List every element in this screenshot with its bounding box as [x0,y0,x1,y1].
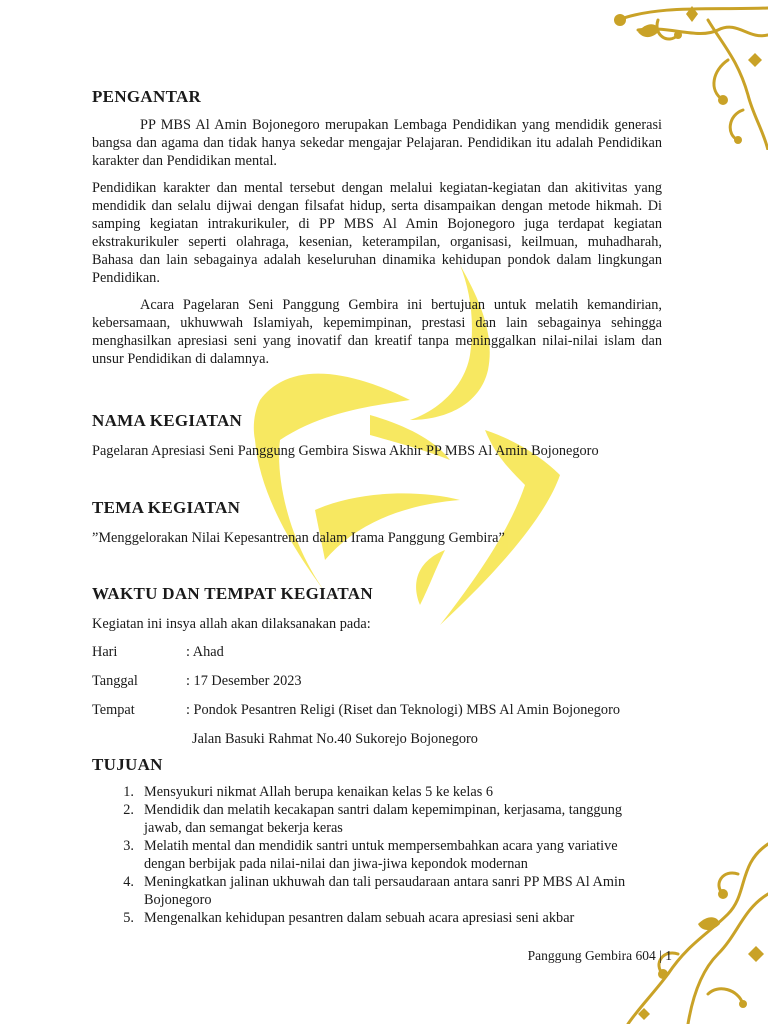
list-item-text: Mensyukuri nikmat Allah berupa kenaikan kelas 5 ke kelas 6 [144,784,493,800]
list-item [92,801,662,837]
list-item-text: Meningkatkan jalinan ukhuwah dan tali persaudaraan antara sanri PP MBS Al Amin Bojonegoro [144,874,626,908]
list-item-text: Mendidik dan melatih kecakapan santri dalam kepemimpinan, kerjasama, tanggung jawab, dan semangat bekerja keras [144,802,622,836]
waktu-intro-text: Kegiatan ini insya allah akan dilaksanakan pada: [92,616,371,632]
list-item-number: 5. [123,910,134,926]
list-item [92,909,662,927]
list-item-number: 4. [123,874,134,890]
hari-row [92,643,662,661]
list-item [92,783,662,801]
section-heading-tujuan: TUJUAN [92,755,163,774]
tanggal-label: Tanggal [92,673,138,689]
list-item-number: 3. [123,838,134,854]
section-heading-tema-kegiatan: TEMA KEGIATAN [92,498,241,517]
section-nama-kegiatan [92,410,662,460]
list-item [92,873,662,909]
pengantar-paragraph-2: Pendidikan karakter dan mental tersebut dengan melalui kegiatan-kegiatan dan akitivitas yang mendidik dan selalu dijwai dengan filsafat hidup, serta disampaikan dengan metode hikmah. Di samping kegiatan intrakurikuler, di PP MBS Al Amin Bojonegoro juga terdapat kegiatan ekstrakurikuler seperti olahraga, kesenian, keterampilan, organisasi, keilmuan, muhadharah, Bahasa dan lain sebagainya adalah keseluruhan dinamika kehidupan pondok dalam lingkungan Pendidikan. [92,180,662,286]
section-tema-kegiatan [92,497,662,547]
tema-kegiatan-text: ”Menggelorakan Nilai Kepesantrenan dalam Irama Panggung Gembira” [92,530,505,546]
section-heading-waktu-tempat: WAKTU DAN TEMPAT KEGIATAN [92,584,373,603]
hari-value: : Ahad [186,644,224,660]
section-waktu-tempat [92,583,662,748]
section-tujuan [92,754,662,927]
tempat-value: : Pondok Pesantren Religi (Riset dan Teknologi) MBS Al Amin Bojonegoro [186,702,620,718]
tujuan-list [92,783,662,927]
tempat-label: Tempat [92,702,135,718]
page-footer: Panggung Gembira 604 | 1 [527,948,672,963]
pengantar-paragraph-1: PP MBS Al Amin Bojonegoro merupakan Lembaga Pendidikan yang mendidik generasi bangsa dan agama dan tidak hanya sekedar mengajar Pelajaran. Pendidikan itu adalah Pendidikan karakter dan Pendidikan mental. [92,117,662,169]
tempat-row [92,701,662,719]
tanggal-value: : 17 Desember 2023 [186,673,302,689]
section-heading-nama-kegiatan: NAMA KEGIATAN [92,411,243,430]
list-item [92,837,662,873]
nama-kegiatan-text: Pagelaran Apresiasi Seni Panggung Gembira Siswa Akhir PP MBS Al Amin Bojonegoro [92,443,599,459]
list-item-number: 2. [123,802,134,818]
list-item-text: Mengenalkan kehidupan pesantren dalam sebuah acara apresiasi seni akbar [144,910,575,926]
tempat-address: Jalan Basuki Rahmat No.40 Sukorejo Bojonegoro [192,731,478,747]
section-heading-pengantar: PENGANTAR [92,87,202,106]
list-item-text: Melatih mental dan mendidik santri untuk mempersembahkan acara yang variative dengan berbijak pada nilai-nilai dan jiwa-jiwa kepondok modernan [144,838,618,872]
tanggal-row [92,672,662,690]
tempat-address-row [92,730,662,748]
hari-label: Hari [92,644,118,660]
list-item-number: 1. [123,784,134,800]
section-pengantar [92,86,662,368]
pengantar-paragraph-3: Acara Pagelaran Seni Panggung Gembira ini bertujuan untuk melatih kemandirian, kebersamaan, ukhuwwah Islamiyah, kepemimpinan, prestasi dan lain sebagainya sehingga menghasilkan apresiasi seni yang inovatif dan kreatif tanpa meninggalkan nilai-nilai islam dan unsur Pendidikan di dalamnya. [92,297,662,367]
